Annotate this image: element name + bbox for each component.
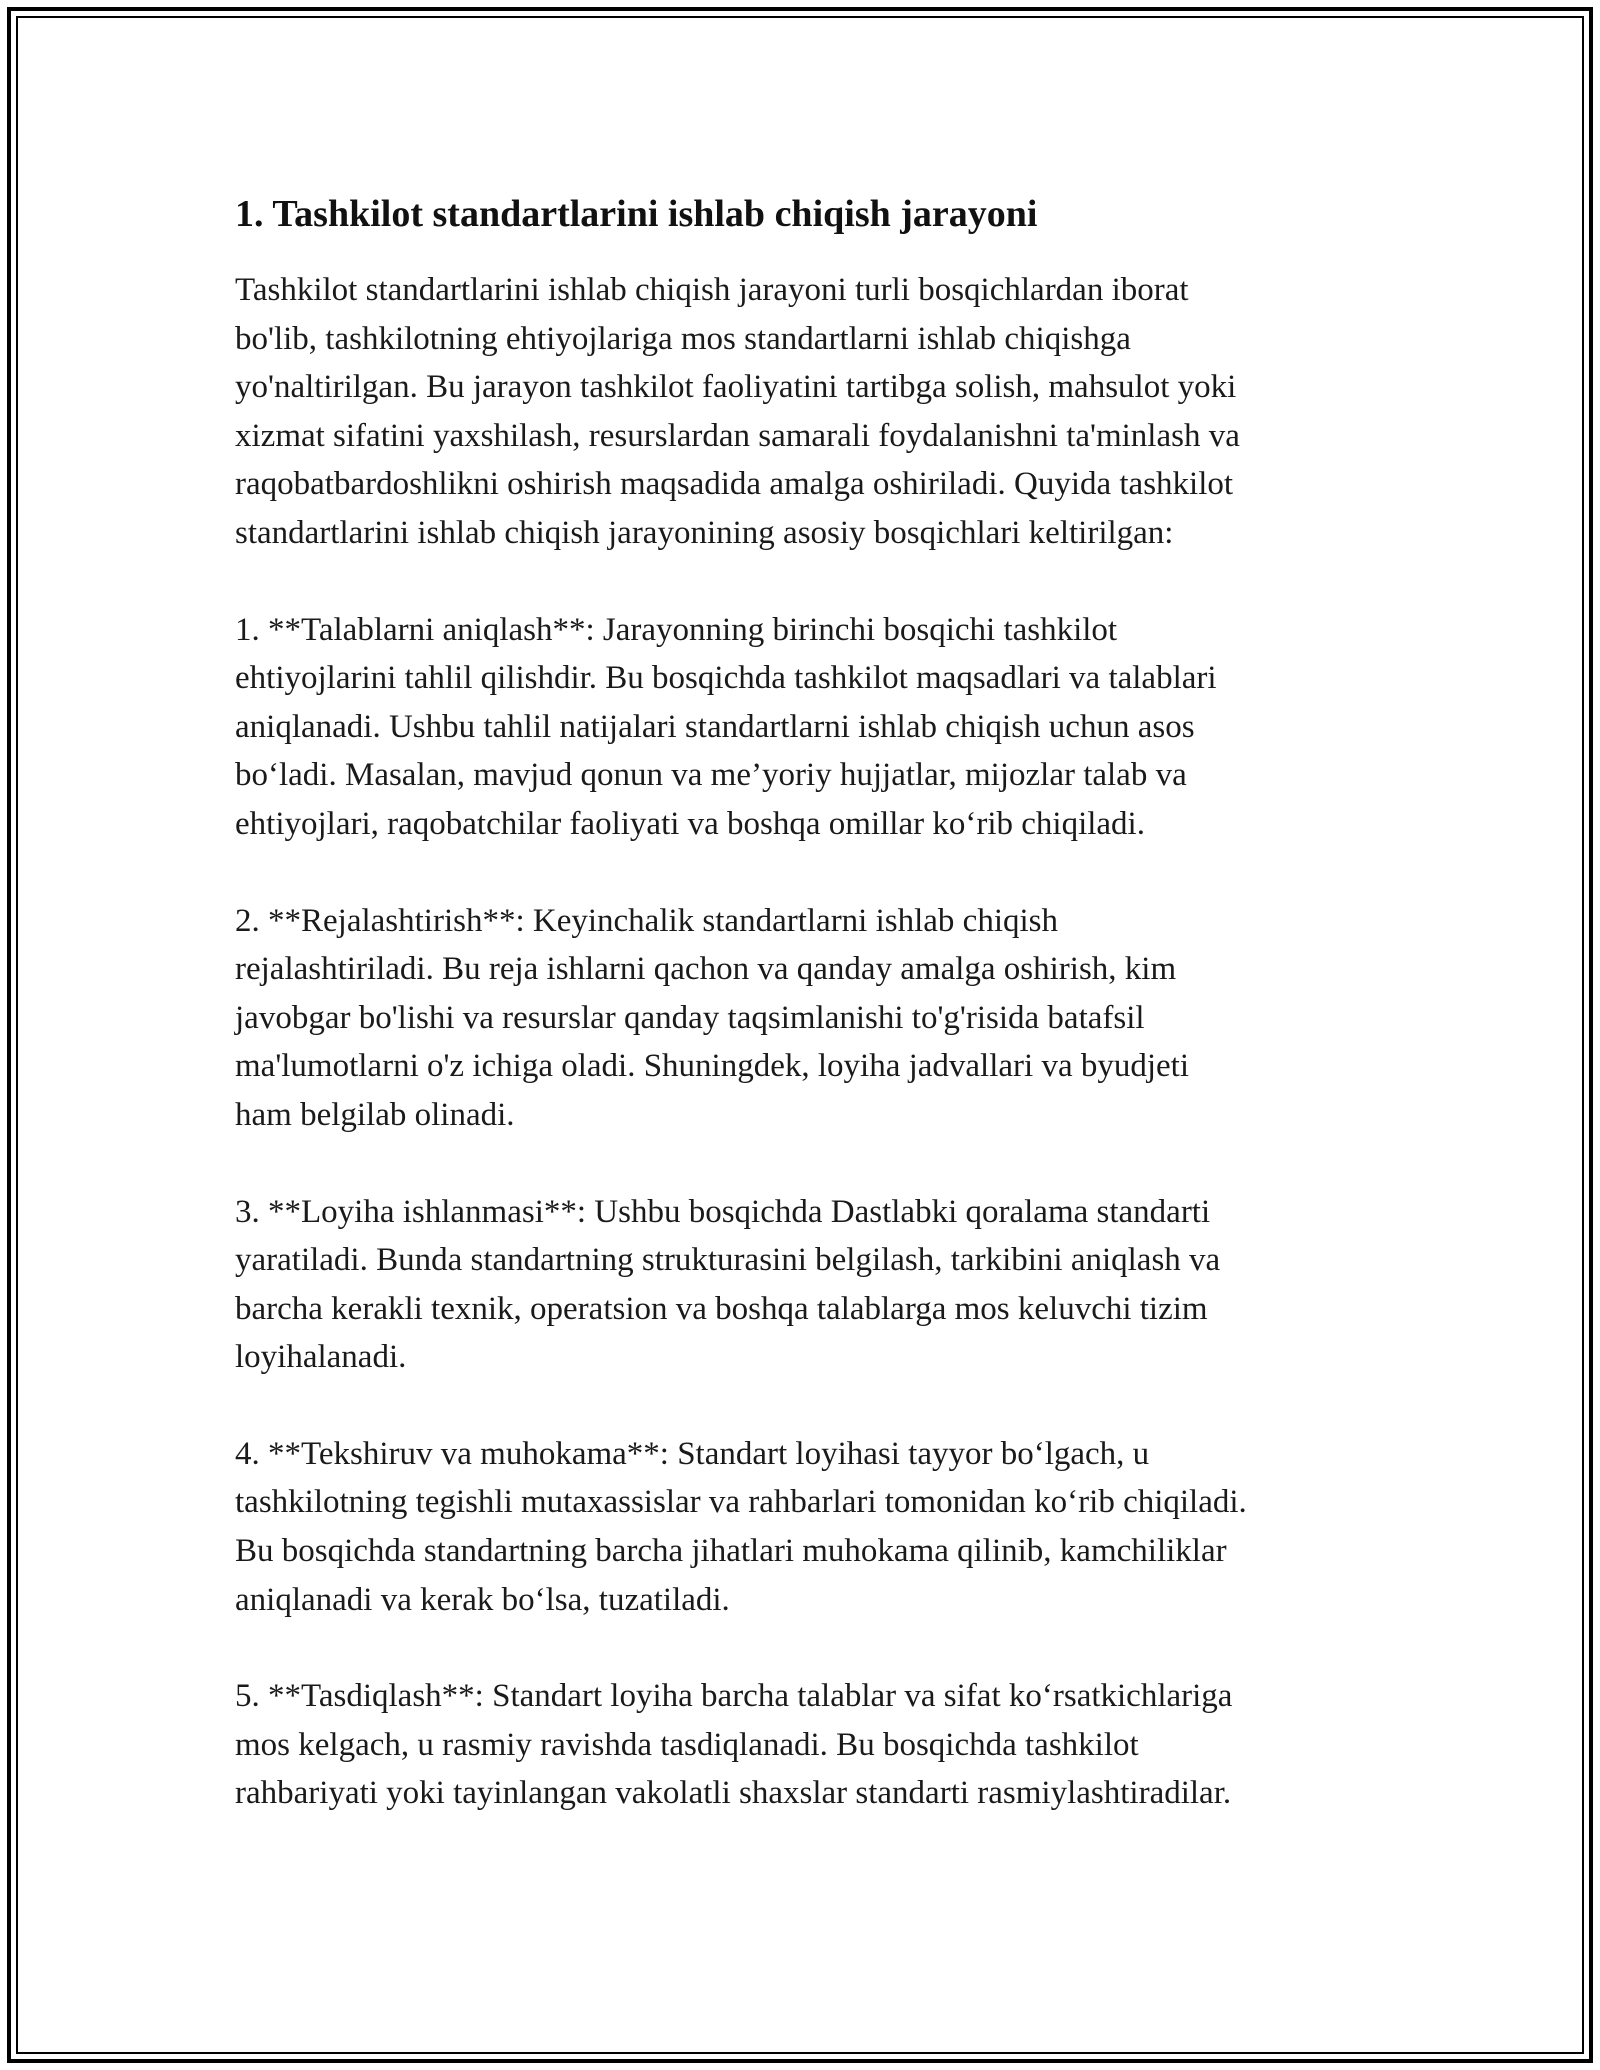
step-3-paragraph (235, 1188, 1375, 1382)
text-line: 2. **Rejalashtirish**: Keyinchalik standartlarni ishlab chiqish (235, 902, 1059, 939)
text-line: javobgar bo'lishi va resurslar qanday taqsimlanishi to'g'risida batafsil (235, 999, 1145, 1036)
text-line: 3. **Loyiha ishlanmasi**: Ushbu bosqichda Dastlabki qoralama standarti (235, 1193, 1211, 1230)
text-line: standartlarini ishlab chiqish jarayonining asosiy bosqichlari keltirilgan: (235, 514, 1174, 551)
text-line: ham belgilab olinadi. (235, 1096, 515, 1133)
text-line: 4. **Tekshiruv va muhokama**: Standart loyihasi tayyor bo‘lgach, u (235, 1435, 1150, 1472)
text-line: aniqlanadi va kerak bo‘lsa, tuzatiladi. (235, 1581, 730, 1618)
page-title: 1. Tashkilot standartlarini ishlab chiqish jarayoni (235, 193, 1038, 235)
step-1-paragraph (235, 606, 1375, 849)
text-line: mos kelgach, u rasmiy ravishda tasdiqlanadi. Bu bosqichda tashkilot (235, 1726, 1139, 1763)
text-line: bo‘ladi. Masalan, mavjud qonun va me’yoriy hujjatlar, mijozlar talab va (235, 757, 1187, 794)
text-line: barcha kerakli texnik, operatsion va boshqa talablarga mos keluvchi tizim (235, 1290, 1208, 1327)
text-line: aniqlanadi. Ushbu tahlil natijalari standartlarni ishlab chiqish uchun asos (235, 708, 1195, 745)
text-line: bo'lib, tashkilotning ehtiyojlariga mos standartlarni ishlab chiqishga (235, 320, 1131, 357)
text-line: rejalashtiriladi. Bu reja ishlarni qachon va qanday amalga oshirish, kim (235, 951, 1177, 988)
text-line: rahbariyati yoki tayinlangan vakolatli shaxslar standarti rasmiylashtiradilar. (235, 1775, 1232, 1812)
text-line: ehtiyojlari, raqobatchilar faoliyati va boshqa omillar ko‘rib chiqiladi. (235, 805, 1145, 842)
text-line: ehtiyojlarini tahlil qilishdir. Bu bosqichda tashkilot maqsadlari va talablari (235, 660, 1217, 697)
text-line: Tashkilot standartlarini ishlab chiqish jarayoni turli bosqichlardan iborat (235, 272, 1189, 308)
step-2-paragraph (235, 897, 1375, 1140)
text-line: raqobatbardoshlikni oshirish maqsadida amalga oshiriladi. Quyida tashkilot (235, 466, 1234, 503)
text-line: yaratiladi. Bunda standartning strukturasini belgilash, tarkibini aniqlash va (235, 1242, 1221, 1279)
text-line: xizmat sifatini yaxshilash, resurslardan samarali foydalanishni ta'minlash va (235, 417, 1240, 454)
text-line: Bu bosqichda standartning barcha jihatlari muhokama qilinib, kamchiliklar (235, 1533, 1227, 1570)
text-line: loyihalanadi. (235, 1339, 407, 1376)
intro-paragraph (235, 266, 1375, 558)
step-4-paragraph (235, 1430, 1375, 1624)
text-line: 5. **Tasdiqlash**: Standart loyiha barcha talablar va sifat ko‘rsatkichlariga (235, 1678, 1233, 1715)
text-line: tashkilotning tegishli mutaxassislar va rahbarlari tomonidan ko‘rib chiqiladi. (235, 1484, 1247, 1521)
text-line: 1. **Talablarni aniqlash**: Jarayonning birinchi bosqichi tashkilot (235, 611, 1118, 648)
document-body (235, 186, 1375, 1866)
step-5-paragraph (235, 1672, 1375, 1818)
text-line: ma'lumotlarni o'z ichiga oladi. Shuningdek, loyiha jadvallari va byudjeti (235, 1048, 1190, 1085)
text-line: yo'naltirilgan. Bu jarayon tashkilot faoliyatini tartibga solish, mahsulot yoki (235, 369, 1237, 406)
